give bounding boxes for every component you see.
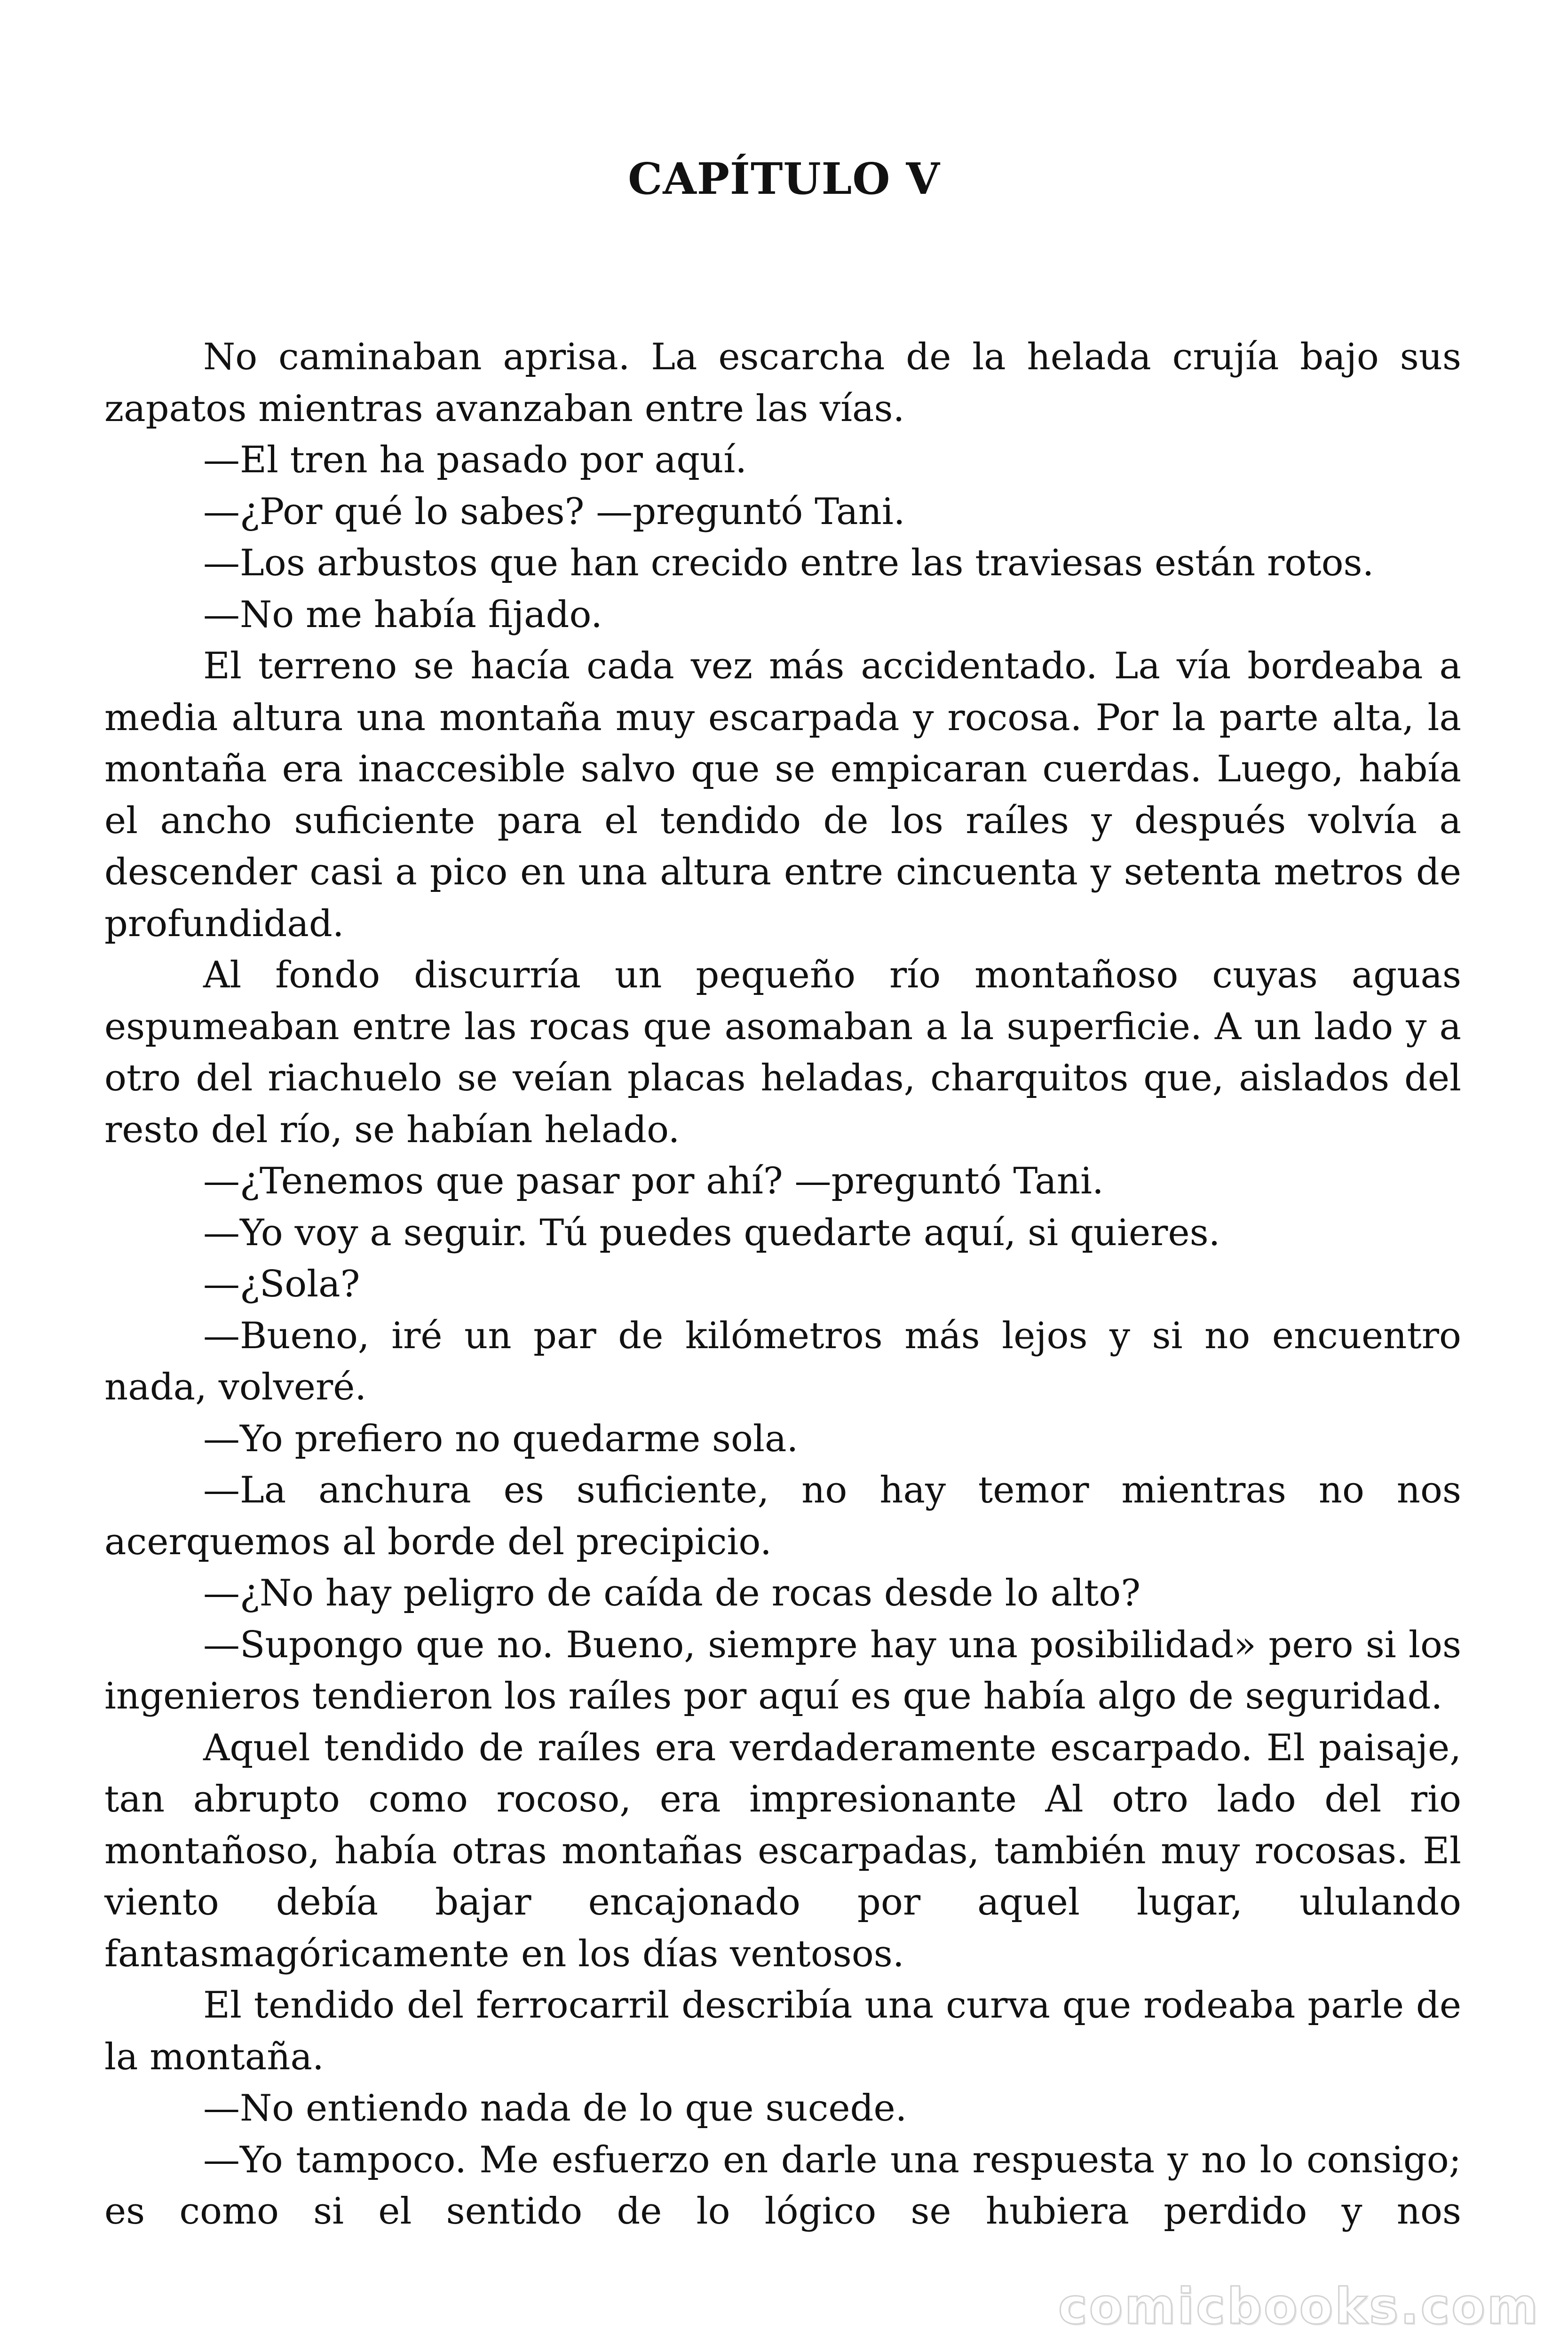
- paragraph: —¿No hay peligro de caída de rocas desde lo alto?: [203, 1572, 1141, 1614]
- paragraph-continued: —Yo tampoco. Me esfuerzo en darle una respuesta y no lo consigo; es como si el sentido de lo lógico se hubiera perdido y nos: [104, 2138, 1461, 2233]
- paragraph: —Yo voy a seguir. Tú puedes quedarte aquí, si quieres.: [203, 1211, 1220, 1254]
- paragraph: El tendido del ferrocarril describía una curva que rodeaba parle de la montaña.: [104, 1984, 1461, 2078]
- paragraph: —La anchura es suficiente, no hay temor mientras no nos acerquemos al borde del precipicio.: [104, 1469, 1461, 1563]
- paragraph: Aquel tendido de raíles era verdaderamente escarpado. El paisaje, tan abrupto como rocoso, era impresionante Al otro lado del rio montañoso, había otras montañas escarpadas, también muy rocosas. El viento debía bajar encajonado por aquel lugar, ululando fantasmagóricamente en los días ventosos.: [104, 1726, 1461, 1975]
- paragraph: Al fondo discurría un pequeño río montañoso cuyas aguas espumeaban entre las rocas que asomaban a la superficie. A un lado y a otro del riachuelo se veían placas heladas, charquitos que, aislados del resto del río, se habían helado.: [104, 954, 1461, 1151]
- paragraph: —Los arbustos que han crecido entre las traviesas están rotos.: [203, 542, 1374, 584]
- paragraph: —No me había fijado.: [203, 593, 602, 636]
- paragraph: El terreno se hacía cada vez más accidentado. La vía bordeaba a media altura una montaña muy escarpada y rocosa. Por la parte alta, la montaña era inaccesible salvo que se empicaran cuerdas. Luego, había el ancho suficiente para el tendido de los raíles y después volvía a descender casi a pico en una altura entre cincuenta y setenta metros de profundidad.: [104, 645, 1461, 945]
- body-text: [104, 332, 1461, 2238]
- paragraph: —¿Por qué lo sabes? —preguntó Tani.: [203, 490, 905, 533]
- paragraph: —Yo prefiero no quedarme sola.: [203, 1417, 799, 1460]
- paragraph: —Bueno, iré un par de kilómetros más lejos y si no encuentro nada, volveré.: [104, 1314, 1461, 1408]
- paragraph: —Supongo que no. Bueno, siempre hay una posibilidad» pero si los ingenieros tendieron los raíles por aquí es que había algo de seguridad.: [104, 1623, 1461, 1717]
- paragraph: —El tren ha pasado por aquí.: [203, 439, 747, 481]
- paragraph: —¿Sola?: [203, 1263, 360, 1305]
- paragraph: —¿Tenemos que pasar por ahí? —preguntó Tani.: [203, 1160, 1104, 1202]
- watermark: comicbooks.com: [1058, 2278, 1540, 2335]
- chapter-title: CAPÍTULO V: [628, 153, 940, 204]
- paragraph: No caminaban aprisa. La escarcha de la helada crujía bajo sus zapatos mientras avanzaban entre las vías.: [104, 336, 1461, 430]
- paragraph: —No entiendo nada de lo que sucede.: [203, 2087, 907, 2130]
